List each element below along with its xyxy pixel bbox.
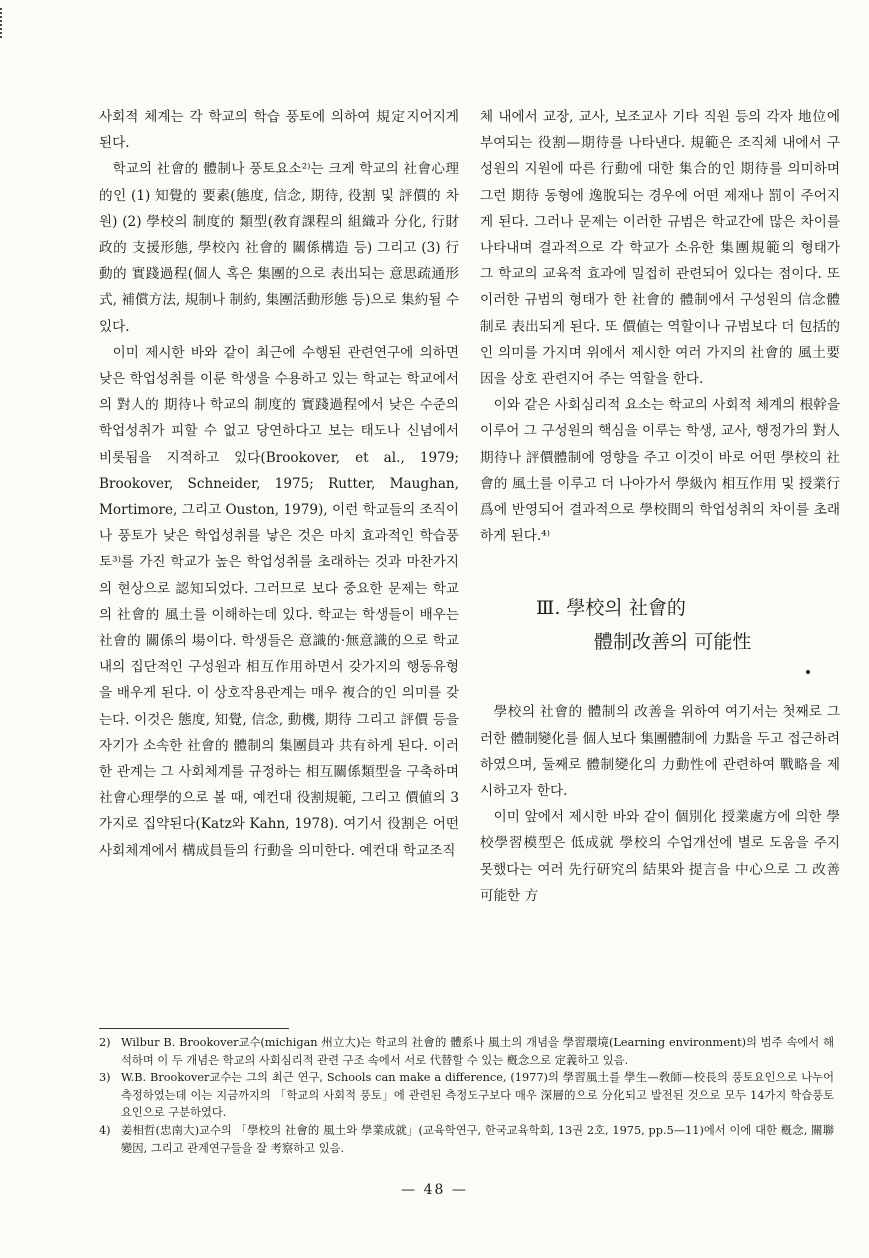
left-column bbox=[99, 104, 459, 864]
right-column bbox=[480, 104, 840, 909]
footnote-number: 4) bbox=[99, 1123, 111, 1137]
paragraph-right-1: 이와 같은 사회심리적 요소는 학교의 사회적 체계의 根幹을 이루어 그 구성원의 핵심을 이루는 학생, 교사, 행정가의 對人期待나 評價體制에 영향을 주고 이것이 바로 어떤 學校의 社會的 風土를 이루고 더 나아가서 學級內 相互作用 및 授業行爲에 반영되어 결과적으로 學校間의 학업성취의 차이를 초래하게 된다.⁴⁾ bbox=[480, 397, 840, 545]
section-numeral: Ⅲ. bbox=[536, 597, 561, 620]
page-number: — 48 — bbox=[401, 1182, 468, 1198]
paragraph-left-0: 사회적 체계는 각 학교의 학습 풍토에 의하여 規定지어지게 된다. bbox=[99, 109, 459, 152]
paragraph-left-1: 학교의 社會的 體制나 풍토요소²⁾는 크게 학교의 社會心理的인 (1) 知覺的 要素(態度, 信念, 期待, 役割 및 評價的 차원) (2) 學校의 制度的 類型(敎育課程의 組織과 分化, 行財政的 支援形態, 學校內 社會的 關係構造 등) 그리고 (3) 行動的 實踐過程(個人 혹은 集團的으로 表出되는 意思疏通形式, 補償方法, 規制나 制約, 集團活動形態 등)으로 集約될 수 있다. bbox=[99, 161, 459, 335]
section-heading bbox=[480, 591, 840, 659]
section-title-line1: 學校의 社會的 bbox=[566, 597, 686, 620]
footnote-number: 2) bbox=[99, 1036, 111, 1049]
paragraph-left-2: 이미 제시한 바와 같이 최근에 수행된 관련연구에 의하면 낮은 학업성취를 이룬 학생을 수용하고 있는 학교는 학교에서의 對人的 期待나 학교의 制度的 實踐過程에서 낮은 수준의 학업성취가 피할 수 없고 당연하다고 보는 태도나 신념에서 비롯됨을 지적하고 있다(Brookover, et al., 1979; Brookover, Schneider, 1975; Rutter, Maughan, Mortimore, 그리고 Ouston, 1979), 이런 학교들의 조직이나 풍토가 낮은 학업성취를 낳은 것은 마치 효과적인 학습풍토³⁾를 가진 학교가 높은 학업성취를 초래하는 것과 마찬가지의 현상으로 認知되었다. 그러므로 보다 중요한 문제는 학교의 社會的 風土를 이해하는데 있다. 학교는 학생들이 배우는 社會的 關係의 場이다. 학생들은 意識的·無意識的으로 학교내의 집단적인 구성원과 相互作用하면서 갖가지의 행동유형을 배우게 된다. 이 상호작용관계는 매우 複合的인 의미를 갖는다. 이것은 態度, 知覺, 信念, 動機, 期待 그리고 評價 등을 자기가 소속한 社會的 體制의 集團員과 共有하게 된다. 이러한 관계는 그 사회체계를 규정하는 相互關係類型을 구축하며 社會心理學的으로 볼 때, 예컨대 役割規範, 그리고 價値의 3가지로 집약된다(Katz와 Kahn, 1978). 여기서 役割은 어떤 사회체계에서 構成員들의 行動을 의미한다. 예컨대 학교조직 bbox=[99, 344, 459, 859]
footnote-number: 3) bbox=[99, 1071, 111, 1085]
footnote-2 bbox=[99, 1034, 834, 1069]
footnote-text: W.B. Brookover교수는 그의 최근 연구, Schools can make a difference, (1977)의 學習風土를 學生—敎師—校長의 풍토요인으로 나누어 측정하였는데 이는 지금까지의 「학교의 사회적 풍토」에 관련된 측정도구보다 매우 深層的으로 分化되고 발전된 것으로 모두 14가지 학습풍토 요인으로 구분하였다. bbox=[121, 1071, 834, 1120]
paragraph-right-3: 이미 앞에서 제시한 바와 같이 個別化 授業處方에 의한 學校學習模型은 低成就 學校의 수업개선에 별로 도움을 주지 못했다는 여러 先行研究의 結果와 提言을 中心으로 그 改善可能한 方 bbox=[480, 809, 840, 904]
footnotes bbox=[99, 1028, 834, 1157]
footnote-text: 姜相哲(忠南大)교수의 「學校의 社會的 風土와 學業成就」(교육학연구, 한국교육학회, 13권 2호, 1975, pp.5—11)에서 이에 대한 槪念, 關聯變因, 그리고 관계연구들을 잘 考察하고 있음. bbox=[121, 1123, 834, 1155]
footnote-rule bbox=[99, 1028, 289, 1029]
footnote-4 bbox=[99, 1122, 834, 1157]
paragraph-right-2: 學校의 社會的 體制의 改善을 위하여 여기서는 첫째로 그러한 體制變化를 個人보다 集團體制에 力點을 두고 접근하려 하였으며, 둘째로 體制變化의 力動性에 관련하여 戰略을 제시하고자 한다. bbox=[480, 704, 840, 800]
footnote-3 bbox=[99, 1069, 834, 1122]
footnote-text: Wilbur B. Brookover교수(michigan 州立大)는 학교의 社會的 體系나 風土의 개념을 學習環境(Learning environment)의 범주 속에서 해석하며 이 두 개념은 학교의 사회심리적 관련 구조 속에서 서로 代替할 수 있는 槪念으로 定義하고 있음. bbox=[121, 1036, 834, 1067]
scan-edge-mark bbox=[0, 8, 4, 38]
section-title-line2: 體制改善의 可能性 bbox=[594, 631, 752, 654]
paragraph-right-0: 체 내에서 교장, 교사, 보조교사 기타 직원 등의 각자 地位에 부여되는 役割—期待를 나타낸다. 規範은 조직체 내에서 구성원의 지원에 따른 行動에 대한 集合的인 期待를 의미하며 그런 期待 동형에 逸脫되는 경우에 어떤 제재나 罰이 주어지게 된다. 그러나 문제는 이러한 규범은 학교간에 많은 차이를 나타내며 결과적으로 각 학교가 소유한 集團規範의 형태가 그 학교의 교육적 효과에 밀접히 관련되어 있다는 점이다. 또 이러한 규범의 형태가 한 社會的 體制에서 구성원의 信念體制로 表出되게 된다. 또 價値는 역할이나 규범보다 더 包括的인 의미를 가지며 위에서 제시한 여러 가지의 社會的 風土要因을 상호 관련지어 주는 역할을 한다. bbox=[480, 109, 840, 388]
